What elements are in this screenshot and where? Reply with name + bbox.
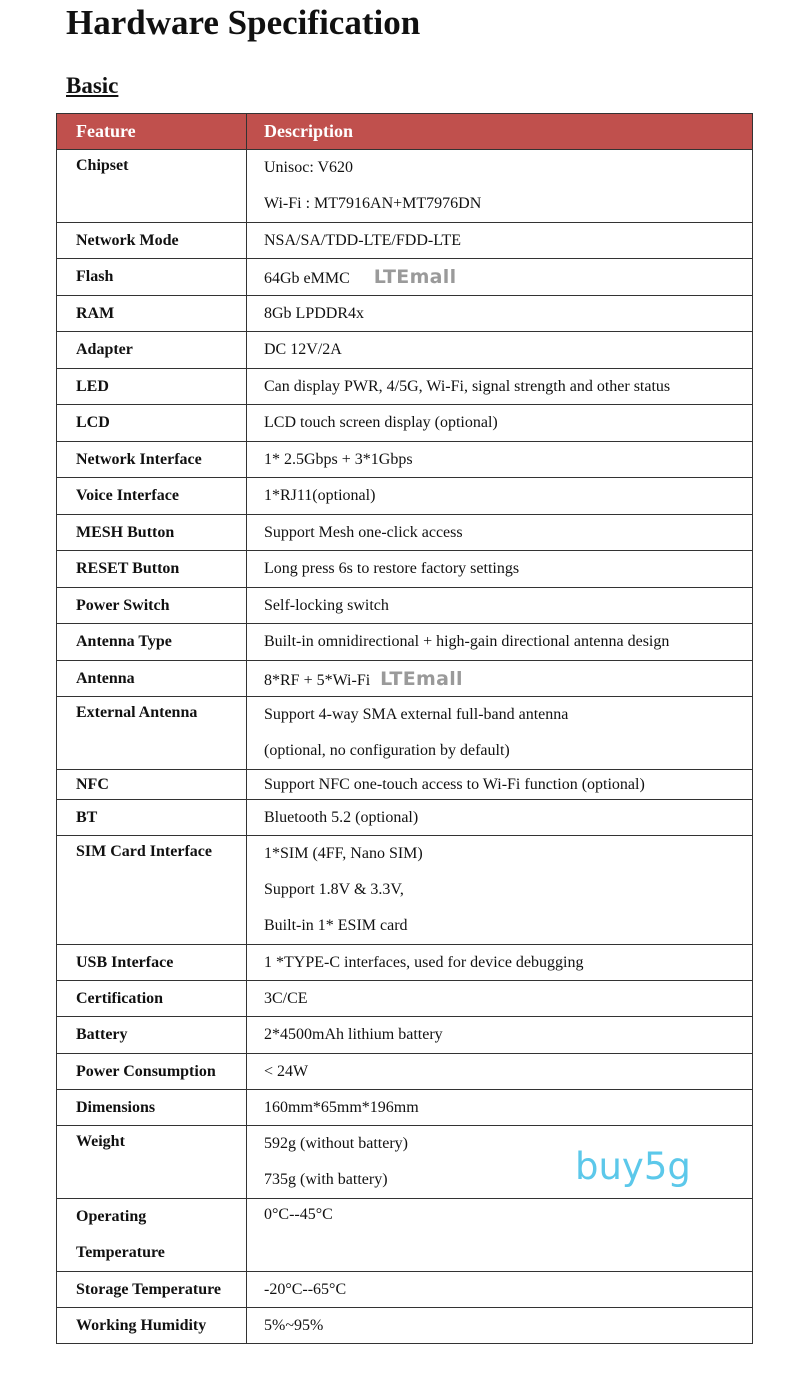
- feature-cell: Adapter: [57, 332, 247, 369]
- header-feature: Feature: [57, 114, 247, 150]
- feature-cell: Storage Temperature: [57, 1272, 247, 1308]
- description-cell: < 24W: [247, 1054, 753, 1090]
- feature-cell: Working Humidity: [57, 1308, 247, 1344]
- description-cell: 3C/CE: [247, 981, 753, 1017]
- table-row: [57, 1090, 753, 1126]
- feature-cell: BT: [57, 800, 247, 836]
- description-cell: [247, 836, 753, 945]
- table-row: [57, 332, 753, 369]
- table-row: [57, 1308, 753, 1344]
- feature-cell: Dimensions: [57, 1090, 247, 1126]
- description-cell: 8Gb LPDDR4x: [247, 296, 753, 332]
- description-cell: 1*RJ11(optional): [247, 478, 753, 515]
- table-row: [57, 405, 753, 442]
- table-row: [57, 259, 753, 296]
- feature-cell: Antenna: [57, 661, 247, 697]
- table-row: [57, 1199, 753, 1272]
- description-line: 735g (with battery): [264, 1171, 388, 1188]
- feature-cell: RAM: [57, 296, 247, 332]
- feature-line: Operating: [76, 1208, 147, 1225]
- description-cell: 0°C--45°C: [247, 1199, 753, 1272]
- watermark-ltemall: LTEmall: [373, 266, 457, 288]
- feature-cell: LED: [57, 369, 247, 405]
- description-cell: Built-in omnidirectional + high-gain directional antenna design: [247, 624, 753, 661]
- description-line: Wi-Fi : MT7916AN+MT7976DN: [264, 195, 482, 212]
- table-header-row: [57, 114, 753, 150]
- description-cell: Support NFC one-touch access to Wi-Fi function (optional): [247, 770, 753, 800]
- description-line: Built-in 1* ESIM card: [264, 917, 408, 934]
- table-row: [57, 478, 753, 515]
- table-row: [57, 770, 753, 800]
- table-row: [57, 515, 753, 551]
- description-cell: 1* 2.5Gbps + 3*1Gbps: [247, 442, 753, 478]
- feature-cell: External Antenna: [57, 697, 247, 770]
- description-line: (optional, no configuration by default): [264, 742, 510, 759]
- description-cell: Support Mesh one-click access: [247, 515, 753, 551]
- description-cell: 160mm*65mm*196mm: [247, 1090, 753, 1126]
- description-line: 1*SIM (4FF, Nano SIM): [264, 845, 423, 862]
- table-row: [57, 981, 753, 1017]
- description-cell: Long press 6s to restore factory settings: [247, 551, 753, 588]
- table-row: [57, 1017, 753, 1054]
- description-cell: [247, 661, 753, 697]
- description-line: Support 1.8V & 3.3V,: [264, 881, 404, 898]
- feature-cell: Network Interface: [57, 442, 247, 478]
- feature-cell: Chipset: [57, 150, 247, 223]
- feature-cell: Voice Interface: [57, 478, 247, 515]
- description-line: 592g (without battery): [264, 1135, 408, 1152]
- table-row: [57, 442, 753, 478]
- feature-cell: USB Interface: [57, 945, 247, 981]
- table-row: [57, 1054, 753, 1090]
- description-text: 64Gb eMMC: [264, 270, 350, 287]
- feature-cell: Power Consumption: [57, 1054, 247, 1090]
- description-line: Support 4-way SMA external full-band antenna: [264, 706, 569, 723]
- description-cell: 2*4500mAh lithium battery: [247, 1017, 753, 1054]
- table-row: [57, 369, 753, 405]
- description-cell: Self-locking switch: [247, 588, 753, 624]
- table-row: [57, 624, 753, 661]
- table-row: [57, 551, 753, 588]
- description-text: 8*RF + 5*Wi-Fi: [264, 671, 371, 689]
- section-heading: Basic: [66, 73, 119, 98]
- description-cell: Can display PWR, 4/5G, Wi-Fi, signal strength and other status: [247, 369, 753, 405]
- description-cell: NSA/SA/TDD-LTE/FDD-LTE: [247, 223, 753, 259]
- description-cell: -20°C--65°C: [247, 1272, 753, 1308]
- description-line: Unisoc: V620: [264, 159, 354, 176]
- table-row: [57, 945, 753, 981]
- feature-cell: MESH Button: [57, 515, 247, 551]
- table-row: [57, 1272, 753, 1308]
- description-cell: Bluetooth 5.2 (optional): [247, 800, 753, 836]
- page-title: Hardware Specification: [66, 3, 421, 42]
- description-cell: [247, 150, 753, 223]
- table-row: [57, 800, 753, 836]
- table-row: [57, 697, 753, 770]
- feature-cell: Battery: [57, 1017, 247, 1054]
- description-cell: DC 12V/2A: [247, 332, 753, 369]
- description-cell: 1 *TYPE-C interfaces, used for device debugging: [247, 945, 753, 981]
- feature-cell: Antenna Type: [57, 624, 247, 661]
- feature-cell: Power Switch: [57, 588, 247, 624]
- table-row: [57, 588, 753, 624]
- feature-line: Temperature: [76, 1244, 165, 1261]
- description-cell: [247, 259, 753, 296]
- table-row: [57, 836, 753, 945]
- watermark-buy5g: buy5g: [575, 1145, 691, 1188]
- feature-cell: RESET Button: [57, 551, 247, 588]
- table-row: [57, 296, 753, 332]
- header-description: Description: [247, 114, 753, 150]
- feature-cell: Certification: [57, 981, 247, 1017]
- table-row: [57, 223, 753, 259]
- watermark-ltemall: LTEmall: [380, 667, 463, 690]
- description-cell: 5%~95%: [247, 1308, 753, 1344]
- feature-cell: [57, 1199, 247, 1272]
- table-row: [57, 661, 753, 697]
- description-cell: LCD touch screen display (optional): [247, 405, 753, 442]
- feature-cell: Network Mode: [57, 223, 247, 259]
- feature-cell: NFC: [57, 770, 247, 800]
- description-cell: [247, 697, 753, 770]
- feature-cell: SIM Card Interface: [57, 836, 247, 945]
- feature-cell: Weight: [57, 1126, 247, 1199]
- table-row: [57, 150, 753, 223]
- feature-cell: LCD: [57, 405, 247, 442]
- feature-cell: Flash: [57, 259, 247, 296]
